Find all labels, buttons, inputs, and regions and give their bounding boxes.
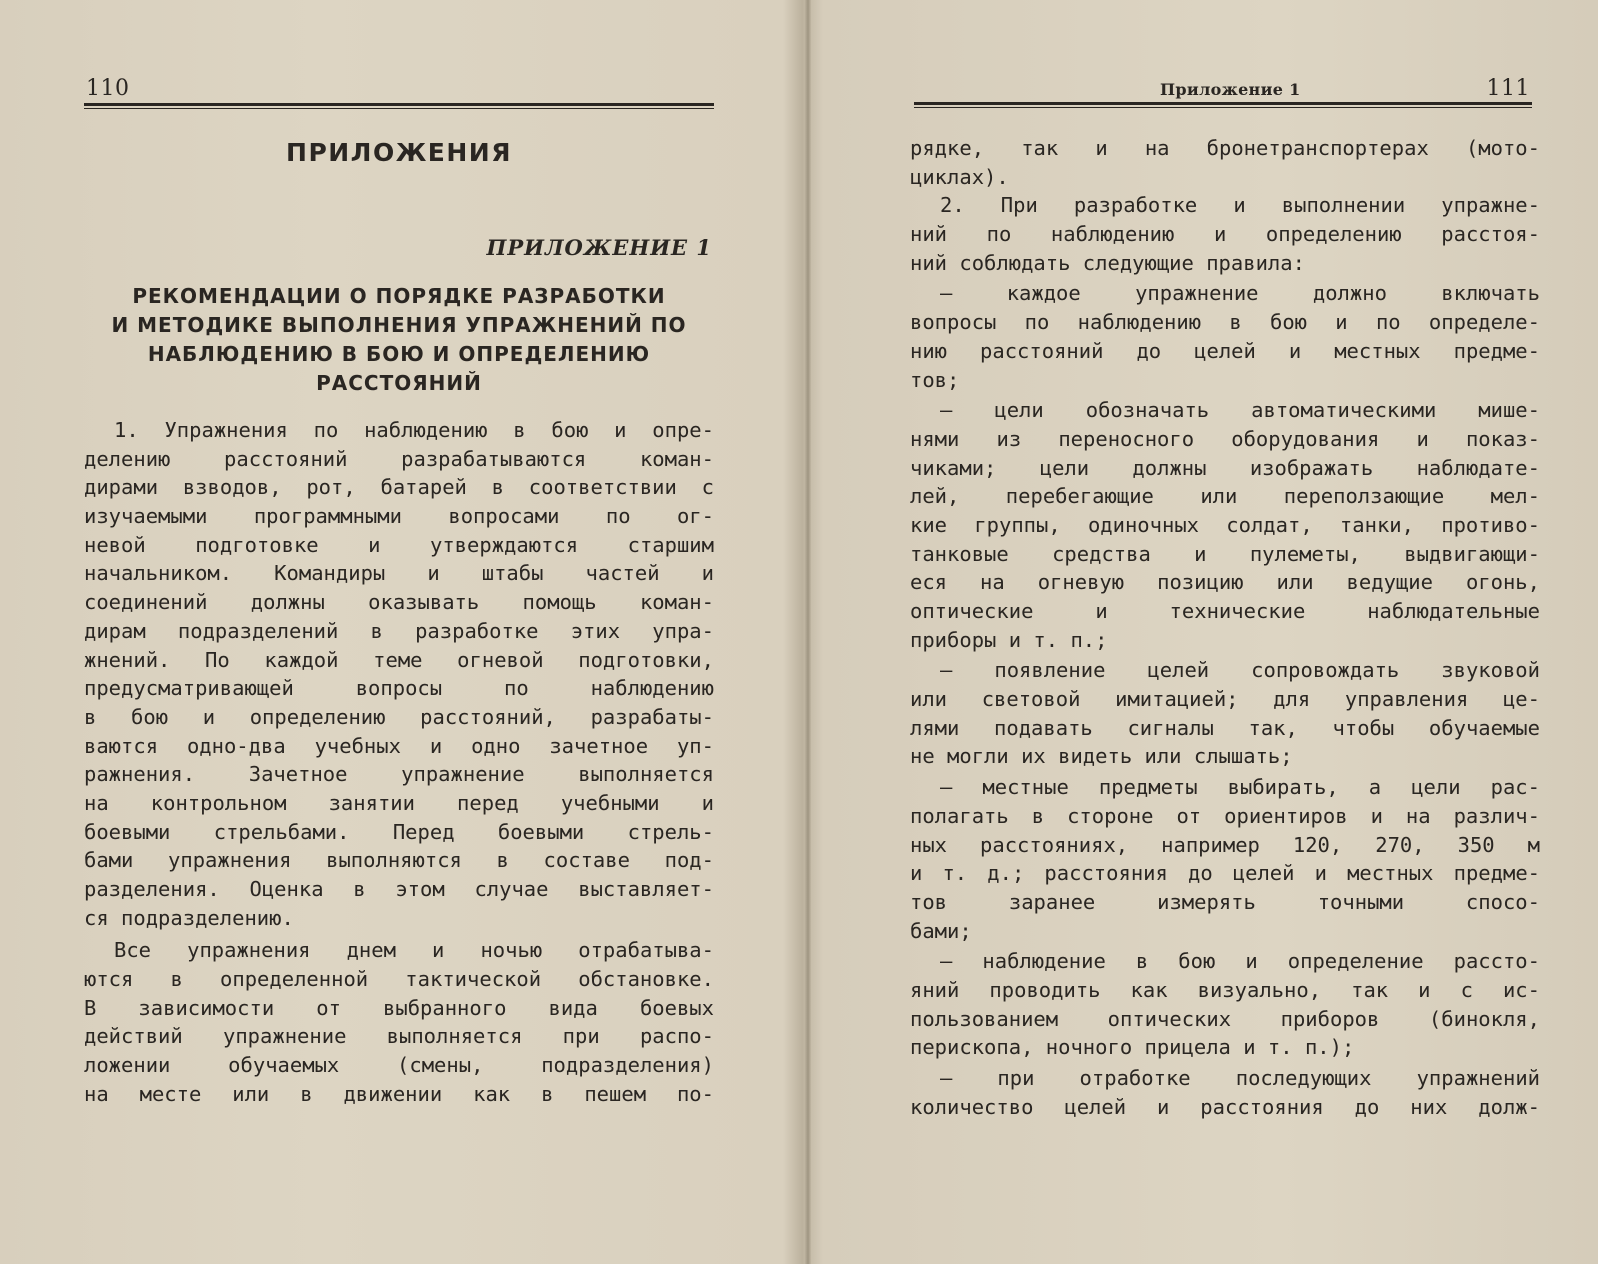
paragraph-2 (84, 936, 714, 1108)
right-page (910, 0, 1540, 1264)
text-line: рядке, так и на бронетранспортерах (мото- (910, 136, 1540, 160)
right-body-text (910, 134, 1540, 1121)
text-line: нию расстояний до целей и местных предме- (910, 338, 1540, 363)
text-line: предусматривающей вопросы по наблюдению (84, 676, 714, 701)
text-line: тов заранее измерять точными спосо- (910, 889, 1540, 914)
rule-item (910, 279, 1540, 394)
text-line: — наблюдение в бою и определение рассто- (940, 949, 1540, 974)
appendix-label: ПРИЛОЖЕНИЕ 1 (486, 235, 712, 260)
rule-item (910, 773, 1540, 945)
text-line: Все упражнения днем и ночью отрабатыва- (114, 938, 714, 963)
rule-item (910, 947, 1540, 1062)
text-line: количество целей и расстояния до них долж- (910, 1094, 1540, 1119)
text-line: бами; (910, 918, 972, 943)
text-line: ражнения. Зачетное упражнение выполняется (84, 762, 714, 787)
text-line: и т. д.; расстояния до целей и местных предме- (910, 861, 1540, 886)
text-line: начальником. Командиры и штабы частей и (84, 561, 714, 586)
text-line: циклах). (910, 164, 1009, 189)
text-line: в бою и определению расстояний, разрабаты- (84, 704, 714, 729)
text-line: на месте или в движении как в пешем по- (84, 1081, 714, 1106)
text-line: или световой имитацией; для управления це- (910, 687, 1540, 712)
text-line: В зависимости от выбранного вида боевых (84, 995, 714, 1020)
text-line: оптические и технические наблюдательные (910, 599, 1540, 623)
text-line: кие группы, одиночных солдат, танки, противо- (910, 512, 1540, 537)
appendices-title: ПРИЛОЖЕНИЯ (286, 138, 512, 167)
text-line: дирам подразделений в разработке этих упра- (84, 618, 714, 643)
text-line: действий упражнение выполняется при распо- (84, 1024, 714, 1049)
text-line: тов; (910, 367, 960, 392)
text-line: танковые средства и пулеметы, выдвигающи- (910, 541, 1540, 566)
text-line: соединений должны оказывать помощь коман- (84, 590, 714, 615)
running-title: Приложение 1 (1160, 80, 1301, 99)
text-line: бами упражнения выполняются в составе под- (84, 848, 714, 873)
section-title-line: РАССТОЯНИЙ (316, 371, 482, 395)
rules-intro-paragraph (910, 191, 1540, 277)
rule-item (910, 1064, 1540, 1121)
text-line: ются в определенной тактической обстановке. (84, 967, 714, 992)
text-line: нями из переносного оборудования и показ- (910, 426, 1540, 451)
text-line: жнений. По каждой теме огневой подготовки, (84, 647, 714, 672)
text-line: — местные предметы выбирать, а цели рас- (940, 775, 1540, 800)
text-line: еся на огневую позицию или ведущие огонь, (910, 570, 1540, 595)
text-line: лями подавать сигналы так, чтобы обучаемые (910, 715, 1540, 740)
text-line: ложении обучаемых (смены, подразделения) (84, 1053, 714, 1078)
text-line: ний соблюдать следующие правила: (910, 250, 1305, 275)
continuation-paragraph (910, 134, 1540, 191)
text-line: делению расстояний разрабатываются коман- (84, 446, 714, 471)
left-body-text (84, 416, 714, 1109)
left-header-rule (84, 103, 714, 109)
text-line: не могли их видеть или слышать; (910, 744, 1293, 769)
text-line: разделения. Оценка в этом случае выставляет- (84, 877, 714, 901)
right-header-rule (914, 102, 1532, 108)
text-line: полагать в стороне от ориентиров и на различ- (910, 803, 1540, 828)
rule-item (910, 656, 1540, 771)
text-line: боевыми стрельбами. Перед боевыми стрель- (84, 819, 714, 844)
section-title-line: НАБЛЮДЕНИЮ В БОЮ И ОПРЕДЕЛЕНИЮ (147, 342, 651, 366)
text-line: — цели обозначать автоматическими мише- (940, 398, 1540, 423)
section-title-line: РЕКОМЕНДАЦИИ О ПОРЯДКЕ РАЗРАБОТКИ (132, 284, 666, 308)
text-line: 2. При разработке и выполнении упражне- (940, 193, 1540, 218)
right-running-head (910, 0, 1540, 112)
section-title-line: И МЕТОДИКЕ ВЫПОЛНЕНИЯ УПРАЖНЕНИЙ ПО (111, 313, 687, 337)
text-line: ся подразделению. (84, 905, 294, 930)
text-line: перископа, ночного прицела и т. п.); (910, 1035, 1355, 1060)
text-line: яний проводить как визуально, так и с ис- (910, 977, 1540, 1002)
paragraph-1 (84, 416, 714, 932)
text-line: приборы и т. п.; (910, 627, 1108, 652)
text-line: пользованием оптических приборов (бинокля, (910, 1006, 1540, 1031)
text-line: на контрольном занятии перед учебными и (84, 790, 714, 815)
text-line: невой подготовке и утверждаются старшим (84, 532, 714, 557)
text-line: ных расстояниях, например 120, 270, 350 м (910, 832, 1540, 857)
rule-item (910, 396, 1540, 654)
right-page-number: 111 (1486, 76, 1530, 101)
section-title (84, 282, 714, 398)
text-line: 1. Упражнения по наблюдению в бою и опре- (114, 418, 714, 442)
text-line: дирами взводов, рот, батарей в соответствии с (84, 475, 714, 500)
left-page (84, 0, 714, 1264)
text-line: ний по наблюдению и определению расстоя- (910, 222, 1540, 247)
text-line: вопросы по наблюдению в бою и по определе- (910, 310, 1540, 335)
text-line: изучаемыми программными вопросами по ог- (84, 504, 714, 529)
text-line: чиками; цели должны изображать наблюдате- (910, 455, 1540, 480)
text-line: лей, перебегающие или переползающие мел- (910, 484, 1540, 509)
text-line: ваются одно-два учебных и одно зачетное уп- (84, 733, 714, 758)
text-line: — при отработке последующих упражнений (940, 1066, 1540, 1090)
text-line: — появление целей сопровождать звуковой (940, 658, 1540, 683)
text-line: — каждое упражнение должно включать (940, 281, 1540, 306)
left-page-number: 110 (86, 76, 130, 101)
left-running-head (84, 0, 714, 112)
book-gutter (805, 0, 811, 1264)
